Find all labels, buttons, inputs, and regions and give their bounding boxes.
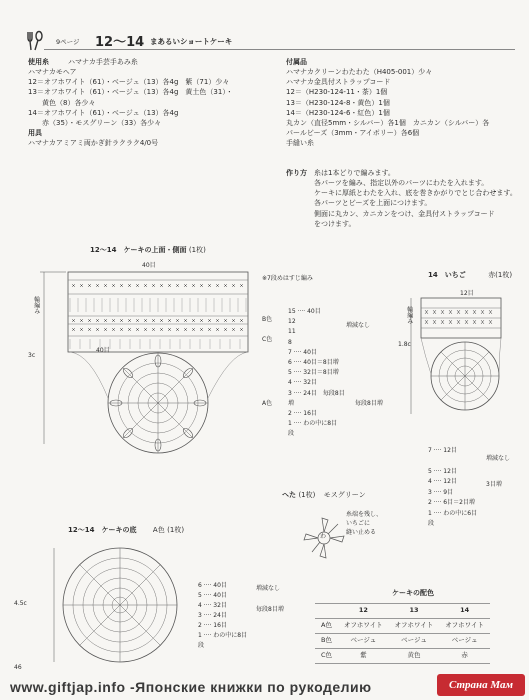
table-header: 13 <box>389 604 440 619</box>
diagram-top-title <box>90 245 206 255</box>
row-val: 40目 <box>213 582 227 589</box>
footer-site-link[interactable]: www.giftjap.info -Японские книжки по рукоделию <box>10 679 372 695</box>
table-cell: ベージュ <box>389 634 440 649</box>
row-num: 7 <box>288 348 292 356</box>
bottom-width: 4.5c <box>14 600 27 607</box>
table-cell: C色 <box>315 649 338 664</box>
accessories-heading: 付属品 <box>286 58 307 66</box>
strawberry-side-label: 輪編み <box>405 306 413 324</box>
row-num: 7 <box>428 447 432 454</box>
bottom-every-inc: 毎段8目増 <box>256 606 284 613</box>
row-num: 3 <box>288 389 292 397</box>
bottom-rows: 6 ···· 40目 5 ···· 40目 4 ···· 32目 3 ···· 24目 2 ···· 16目 1 ···· わの中に8目 段 <box>198 581 258 651</box>
table-cell: 黄色 <box>389 649 440 664</box>
page-number: 46 <box>14 664 22 671</box>
diagram-top-count: (1枚) <box>188 246 206 254</box>
row-num: 6 <box>198 582 202 589</box>
legend-b-color: B色 <box>262 316 273 323</box>
method-step-5: をつけます。 <box>314 219 356 228</box>
stem-title-text: へた <box>282 491 296 499</box>
row-val: わの中に6目 <box>443 509 478 517</box>
table-cell: 赤 <box>439 649 490 664</box>
row-val: 40目 <box>213 592 227 599</box>
method-heading: 作り方 <box>286 169 307 177</box>
row-num: 15 <box>288 308 296 315</box>
method-step-4: 側面に丸カン、カニカンをつけ、金具付ストラップコード <box>314 209 495 218</box>
accessories-line-2: ハマナカ金具付ストラップコード <box>286 78 391 87</box>
row-num: 2 <box>198 622 202 629</box>
accessories-line-7: パールビーズ（3mm・アイボリー）各6個 <box>286 128 420 137</box>
strawberry-title-text: 14 いちご <box>428 271 466 279</box>
row-num: 4 <box>198 602 202 609</box>
strawberry-color: 赤(1枚) <box>488 271 513 279</box>
accessories-line-5: 14＝（H230-124-6・紅色）1個 <box>286 108 390 117</box>
top-label-40: 40目 <box>142 262 156 269</box>
strawberry-height: 1.8c <box>398 341 411 348</box>
dan-label: 段 <box>428 520 435 527</box>
table-header <box>315 604 338 619</box>
row-val: 32目＝8目増 <box>303 369 339 377</box>
pattern-number: 12〜14 <box>95 35 145 50</box>
legend-no-inc: 増減なし <box>346 322 371 329</box>
table-row <box>315 619 490 634</box>
table-cell: ベージュ <box>338 634 389 649</box>
row-num: 5 <box>198 592 202 599</box>
stem-note-3: 縫い止める <box>346 529 377 536</box>
top-note: ※7段めはすじ編み <box>262 275 313 282</box>
table-cell: オフホワイト <box>389 619 440 634</box>
accessories-block <box>286 57 526 148</box>
row-num: 3 <box>428 488 432 496</box>
row-num: 12 <box>288 318 296 326</box>
dan-label: 段 <box>288 430 295 438</box>
pattern-title: まあるいショートケーキ <box>150 37 233 46</box>
row-val: 32目 <box>213 602 227 609</box>
diagram-top-title-text: 12〜14 ケーキの上面・側面 <box>90 246 187 254</box>
row-val: 12目 <box>443 478 457 485</box>
row-num: 4 <box>288 379 292 387</box>
accessories-line-3: 12＝（H230-124-11・茶）1個 <box>286 88 388 97</box>
table-cell: オフホワイト <box>338 619 389 634</box>
accessories-line-4: 13＝（H230-124-8・黄色）1個 <box>286 98 390 107</box>
row-val: 12目 <box>443 447 457 454</box>
strawberry-label-12: 12目 <box>460 290 474 297</box>
row-num: 1 <box>288 420 292 428</box>
row-num: 5 <box>288 369 292 377</box>
table-cell: 紫 <box>338 649 389 664</box>
tools-heading: 用具 <box>28 128 42 137</box>
row-num: 11 <box>288 328 296 336</box>
cake-top-side-diagram <box>30 258 260 458</box>
row-val: 16目 <box>213 622 227 629</box>
row-val: 40目 <box>303 348 317 356</box>
table-cell: ベージュ <box>439 634 490 649</box>
row-val: 16目 <box>303 410 317 418</box>
diagram-bottom-title <box>68 525 184 535</box>
page-ref: 9ページ <box>56 38 80 46</box>
materials-line-1: 12＝オフホワイト（61）・ベージュ（13）各4g 紫（71）少々 <box>28 78 230 87</box>
row-num: 3 <box>198 612 202 619</box>
materials-line-2: 13＝オフホワイト（61）・ベージュ（13）各4g 黄土色（31）・ <box>28 88 233 97</box>
tools-line: ハマナカアミアミ両かぎ針ラクラク4/0号 <box>28 139 159 148</box>
strawberry-inc: 3目増 <box>486 481 502 488</box>
table-header-row <box>315 604 490 619</box>
strawberry-diagram <box>395 286 525 428</box>
row-val: 40目 <box>307 308 321 315</box>
table-header: 14 <box>439 604 490 619</box>
header-rule <box>44 49 515 50</box>
dan-label: 段 <box>198 642 205 649</box>
side-label: 輪編み <box>32 296 40 314</box>
stem-note-2: いちごに <box>346 520 371 527</box>
method-intro: 糸は1本どりで編みます。 <box>314 169 395 177</box>
method-step-3: 各パーツとビーズを上面につけます。 <box>314 199 432 208</box>
row-num: 1 <box>198 632 202 639</box>
row-num: 2 <box>428 499 432 506</box>
materials-block <box>28 57 288 148</box>
row-val: 9目 <box>443 488 454 496</box>
row-val: わの中に8目 <box>303 420 338 428</box>
legend-a-color: A色 <box>262 400 273 407</box>
diagram-bottom-title-text: 12〜14 ケーキの底 <box>68 526 137 534</box>
stem-notes <box>346 510 382 537</box>
strawberry-rows: 7 ···· 12目 5 ···· 12目 4 ···· 12目 3 ···· 9目 2 ···· 6目＝2目増 1 ···· わの中に6目 段 <box>428 446 498 530</box>
table-header: 12 <box>338 604 389 619</box>
table-row <box>315 634 490 649</box>
stem-title <box>282 490 366 500</box>
row-num: 8 <box>288 338 292 346</box>
table-row <box>315 649 490 664</box>
row-val: 12目 <box>443 467 457 475</box>
row-val: 32目 <box>303 379 317 387</box>
stem-count: (1枚) <box>298 491 316 499</box>
row-val: 40目＝8目増 <box>303 359 339 367</box>
accessories-line-1: ハマナカクリーンわたわた（H405-001）少々 <box>286 68 433 77</box>
row-val: 24目 毎段8目増 <box>288 389 345 407</box>
row-num: 5 <box>428 467 432 475</box>
yarn-name: ハマナカモヘア <box>28 68 77 77</box>
legend-top-rows: 15 ···· 40目 12 11 8 7 ···· 40目 6 ···· 40目＝8目増 5 ···· 32目＝8目増 4 ···· 32目 3 ···· 24目 毎段8目増 2 ···· 16目 1 ···· わの中に8目 段 <box>288 307 348 440</box>
yarn-line: ハマナカ手芸手あみ糸 <box>68 58 138 66</box>
row-num: 6 <box>288 359 292 367</box>
materials-line-4: 14＝オフホワイト（61）・ベージュ（13）各4g <box>28 108 179 117</box>
strawberry-no-inc: 増減なし <box>486 455 511 462</box>
accessories-line-6: 丸カン（直径5mm・シルバー）各1個 カニカン（シルバー）各 <box>286 118 490 127</box>
legend-every-inc: 毎段8目増 <box>355 400 383 407</box>
brand-logo: Страна Мам <box>437 674 525 696</box>
diagram-bottom-count: (1枚) <box>167 526 185 534</box>
row-num: 1 <box>428 509 432 517</box>
accessories-size: 手縫い糸 <box>286 139 314 148</box>
top-label-40b: 40目 <box>96 347 110 354</box>
height-label: 3c <box>28 352 36 359</box>
materials-heading: 使用糸 <box>28 58 49 66</box>
row-val: 24目 <box>213 612 227 619</box>
method-step-1: 各パーツを編み、指定以外のパーツにわたを入れます。 <box>314 179 489 188</box>
row-val: わの中に8目 <box>213 632 248 639</box>
method-block <box>286 168 526 229</box>
table-cell: B色 <box>315 634 338 649</box>
table-cell: オフホワイト <box>439 619 490 634</box>
row-num: 4 <box>428 478 432 485</box>
stem-center: わ <box>320 533 327 540</box>
table-cell: A色 <box>315 619 338 634</box>
row-num: 2 <box>288 410 292 418</box>
legend-c-color: C色 <box>262 336 273 343</box>
materials-line-5: 赤（35）・モスグリーン（33）各少々 <box>28 118 162 127</box>
stem-color: モスグリーン <box>323 491 366 499</box>
materials-line-3: 黄色（8）各少々 <box>28 98 96 107</box>
cake-bottom-diagram <box>40 538 180 668</box>
bottom-no-inc: 増減なし <box>256 585 281 592</box>
row-val: 6目＝2目増 <box>443 499 475 506</box>
strawberry-title <box>428 270 512 280</box>
color-table <box>315 603 490 664</box>
stem-note-1: 糸端を残し、 <box>346 511 383 518</box>
color-table-title: ケーキの配色 <box>392 589 434 597</box>
method-step-2: ケーキに厚紙とわたを入れ、底を巻きかがりでとじ合わせます。 <box>314 189 517 198</box>
diagram-bottom-color: A色 <box>152 526 165 534</box>
